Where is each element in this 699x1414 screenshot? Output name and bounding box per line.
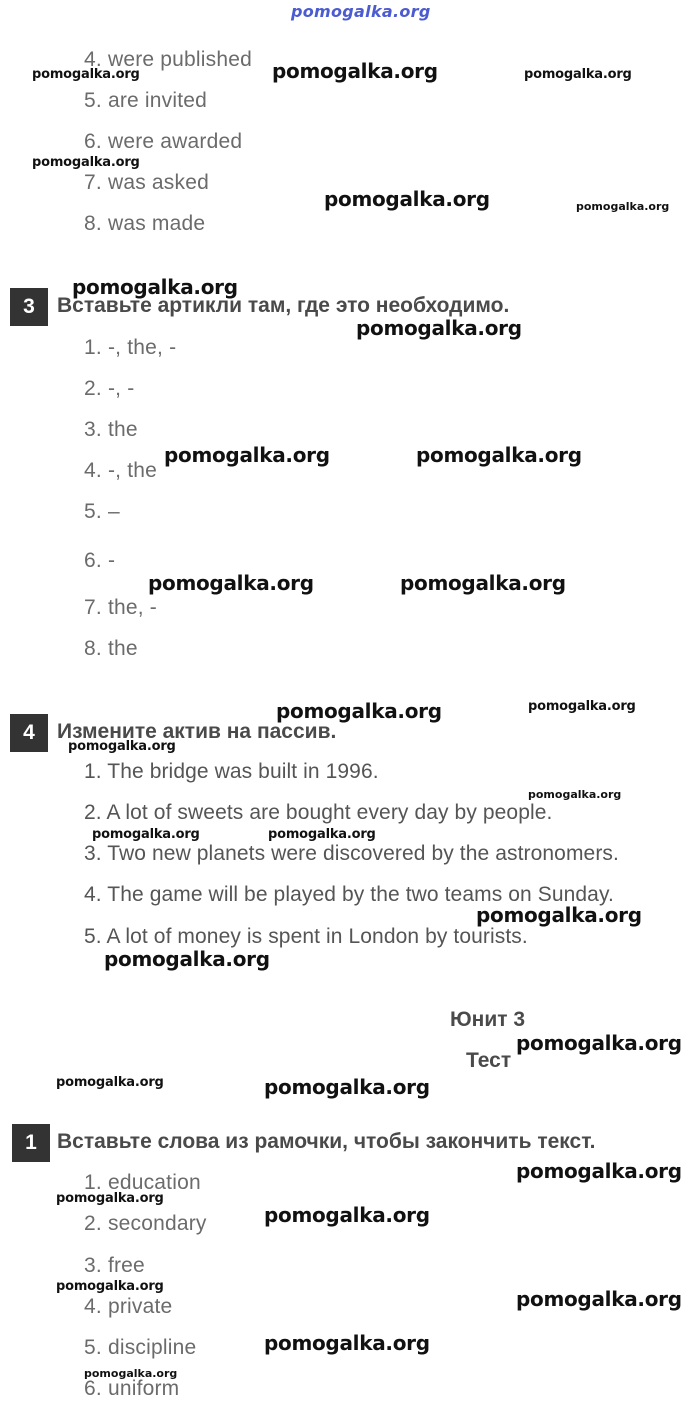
list-item: 4. private: [84, 1295, 173, 1318]
exercise-heading: Вставьте артикли там, где это необходимо.: [57, 294, 510, 317]
watermark: pomogalka.org: [416, 443, 582, 467]
list-item: 3. Two new planets were discovered by the astronomers.: [84, 842, 619, 865]
list-item: 2. -, -: [84, 377, 135, 400]
list-item: 6. uniform: [84, 1377, 180, 1400]
watermark: pomogalka.org: [84, 1367, 178, 1380]
watermark: pomogalka.org: [576, 200, 670, 213]
watermark: pomogalka.org: [324, 187, 490, 211]
list-item: 4. were published: [84, 48, 253, 71]
list-item: 5. discipline: [84, 1336, 197, 1359]
list-item: 8. was made: [84, 212, 206, 235]
watermark: pomogalka.org: [516, 1159, 682, 1183]
test-title: Тест: [466, 1049, 512, 1072]
list-item: 8. the: [84, 637, 138, 660]
list-item: 1. -, the, -: [84, 336, 177, 359]
list-item: 2. secondary: [84, 1212, 207, 1235]
watermark: pomogalka.org: [164, 443, 330, 467]
watermark: pomogalka.org: [92, 827, 200, 842]
list-item: 2. A lot of sweets are bought every day by people.: [84, 801, 553, 824]
watermark: pomogalka.org: [148, 571, 314, 595]
watermark: pomogalka.org: [56, 1279, 164, 1294]
exercise-number-badge: 1: [12, 1124, 50, 1162]
watermark: pomogalka.org: [524, 67, 632, 82]
watermark: pomogalka.org: [272, 59, 438, 83]
watermark: pomogalka.org: [56, 1191, 164, 1206]
watermark: pomogalka.org: [104, 947, 270, 971]
list-item: 7. was asked: [84, 171, 209, 194]
watermark: pomogalka.org: [516, 1031, 682, 1055]
watermark: pomogalka.org: [276, 699, 442, 723]
exercise-heading: Вставьте слова из рамочки, чтобы закончить текст.: [57, 1130, 596, 1153]
watermark: pomogalka.org: [476, 903, 642, 927]
list-item: 5. A lot of money is spent in London by tourists.: [84, 925, 528, 948]
watermark: pomogalka.org: [68, 739, 176, 754]
list-item: 1. education: [84, 1171, 201, 1194]
watermark: pomogalka.org: [32, 67, 140, 82]
watermark: pomogalka.org: [528, 788, 622, 801]
list-item: 3. free: [84, 1254, 145, 1277]
list-item: 1. The bridge was built in 1996.: [84, 760, 379, 783]
watermark: pomogalka.org: [528, 699, 636, 714]
site-logo: pomogalka.org: [291, 2, 431, 21]
list-item: 6. were awarded: [84, 130, 243, 153]
watermark: pomogalka.org: [268, 827, 376, 842]
list-item: 4. -, the: [84, 459, 158, 482]
watermark: pomogalka.org: [516, 1287, 682, 1311]
list-item: 4. The game will be played by the two teams on Sunday.: [84, 883, 614, 906]
watermark: pomogalka.org: [264, 1075, 430, 1099]
unit-title: Юнит 3: [450, 1008, 526, 1031]
list-item: 3. the: [84, 418, 138, 441]
watermark: pomogalka.org: [400, 571, 566, 595]
watermark: pomogalka.org: [72, 275, 238, 299]
list-item: 6. -: [84, 549, 116, 572]
watermark: pomogalka.org: [264, 1331, 430, 1355]
watermark: pomogalka.org: [56, 1075, 164, 1090]
exercise-heading: Измените актив на пассив.: [57, 720, 337, 743]
watermark: pomogalka.org: [356, 316, 522, 340]
watermark: pomogalka.org: [264, 1203, 430, 1227]
exercise-number-badge: 3: [10, 288, 48, 326]
list-item: 7. the, -: [84, 596, 158, 619]
list-item: 5. are invited: [84, 89, 208, 112]
watermark: pomogalka.org: [32, 155, 140, 170]
list-item: 5. –: [84, 500, 120, 523]
exercise-number-badge: 4: [10, 714, 48, 752]
